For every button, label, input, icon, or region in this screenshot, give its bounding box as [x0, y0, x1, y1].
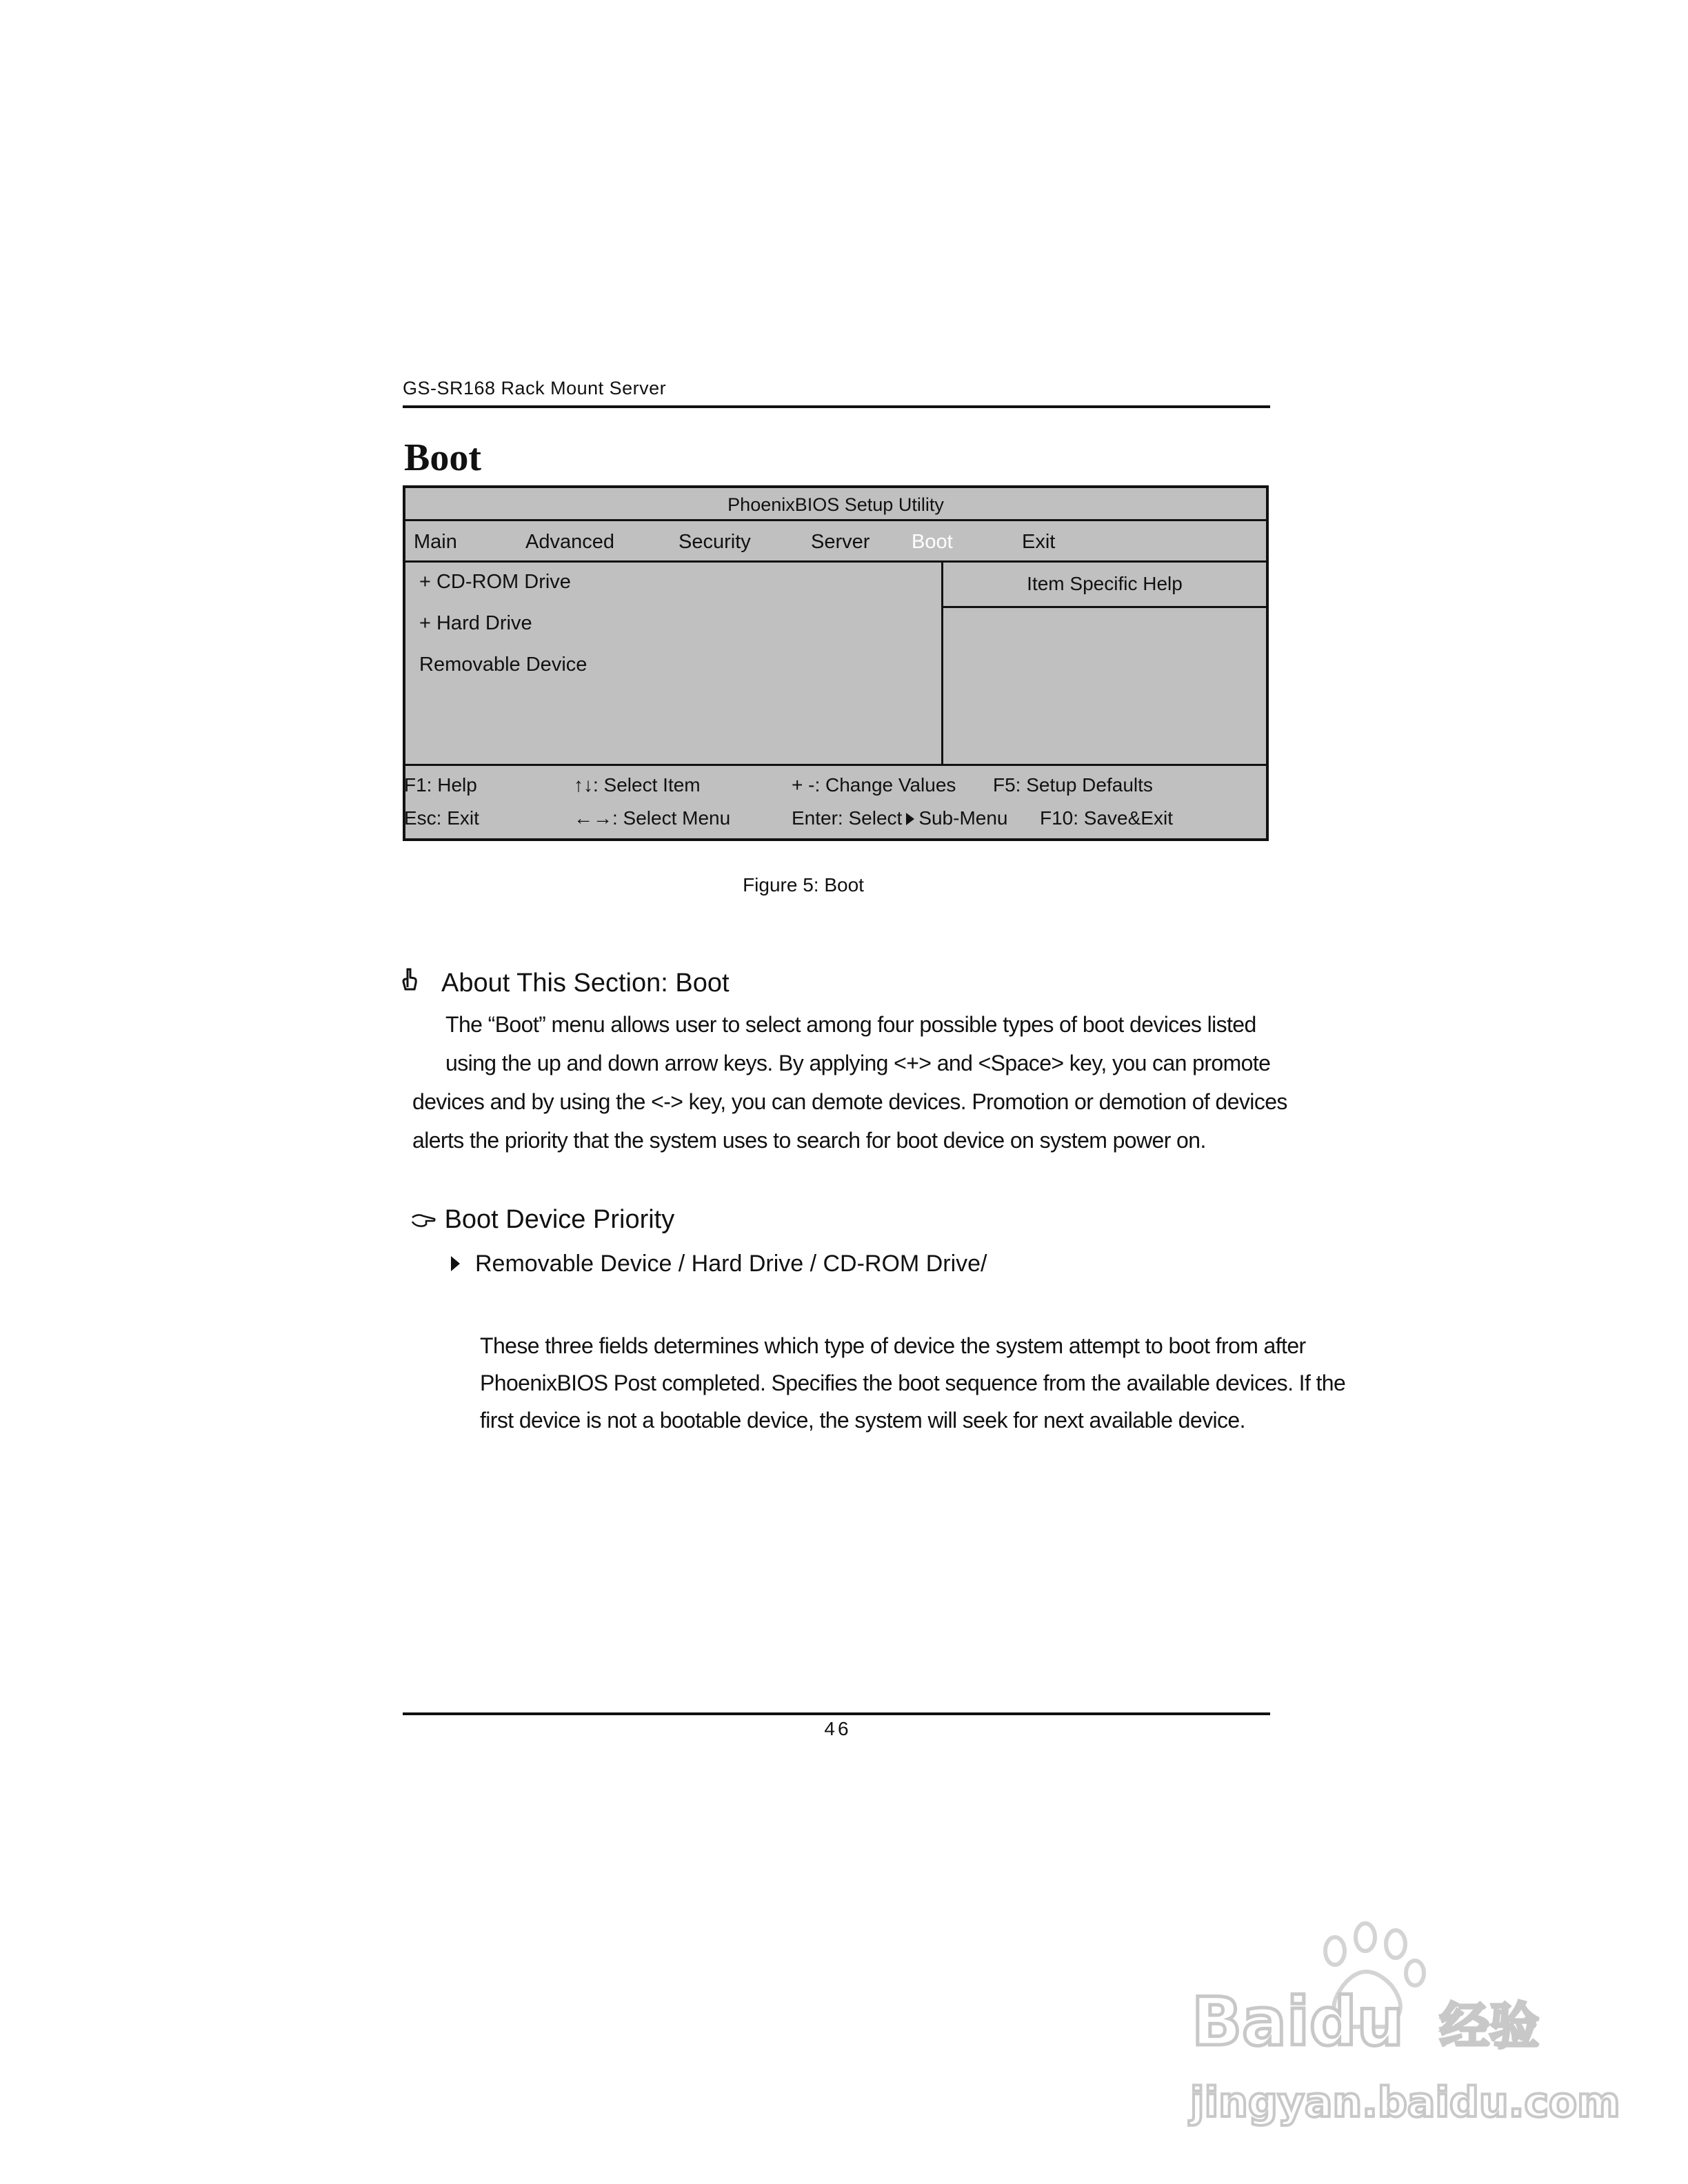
- watermark-url: jingyan.baidu.com: [1190, 2079, 1620, 2127]
- key-f1-help: F1: Help: [404, 774, 477, 796]
- pointing-finger-icon: [411, 1205, 445, 1234]
- help-panel-title: Item Specific Help: [943, 563, 1266, 608]
- triangle-right-icon: [451, 1256, 460, 1271]
- key-enter-select: [792, 807, 1008, 829]
- section-title: Boot: [404, 436, 481, 479]
- about-line-3: devices and by using the <-> key, you can demote devices. Promotion or demotion of devices: [412, 1089, 1287, 1114]
- priority-option-text: Removable Device / Hard Drive / CD-ROM Drive/: [475, 1251, 987, 1277]
- key-change-values: + -: Change Values: [792, 774, 956, 796]
- header-rule: [403, 405, 1270, 408]
- bios-screen: [403, 485, 1269, 841]
- boot-item-hard-drive[interactable]: + Hard Drive: [419, 612, 532, 634]
- key-select-menu: ←→: Select Menu: [574, 807, 731, 829]
- menu-server[interactable]: Server: [811, 531, 870, 553]
- bios-menubar: [405, 521, 1266, 563]
- about-line-4: alerts the priority that the system uses to search for boot device on system power on.: [412, 1128, 1206, 1153]
- priority-line-2: PhoenixBIOS Post completed. Specifies the boot sequence from the available devices. If the: [480, 1371, 1346, 1395]
- priority-heading-text: Boot Device Priority: [444, 1205, 675, 1234]
- bios-title: PhoenixBIOS Setup Utility: [405, 488, 1266, 521]
- about-heading-text: About This Section: Boot: [441, 969, 730, 998]
- pointing-hand-icon: [401, 968, 422, 998]
- page-number: 46: [824, 1718, 852, 1739]
- menu-exit[interactable]: Exit: [1022, 531, 1056, 553]
- about-line-2: using the up and down arrow keys. By applying <+> and <Space> key, you can promote: [445, 1051, 1271, 1075]
- about-line-1: The “Boot” menu allows user to select among four possible types of boot devices listed: [445, 1012, 1256, 1037]
- boot-item-cdrom[interactable]: + CD-ROM Drive: [419, 571, 571, 593]
- key-esc-exit: Esc: Exit: [404, 807, 479, 829]
- menu-advanced[interactable]: Advanced: [525, 531, 614, 553]
- priority-line-3: first device is not a bootable device, the system will seek for next available device.: [480, 1408, 1245, 1433]
- menu-boot[interactable]: Boot: [912, 531, 953, 553]
- key-f10-save-exit: F10: Save&Exit: [1040, 807, 1173, 829]
- watermark-chinese: 经验: [1440, 1997, 1540, 2055]
- bios-key-legend: [405, 764, 1266, 838]
- priority-heading: [411, 1205, 674, 1235]
- key-enter-label: Enter: Select: [792, 807, 903, 829]
- key-f5-defaults: F5: Setup Defaults: [993, 774, 1153, 796]
- priority-option: [451, 1251, 987, 1277]
- baidu-watermark: [1185, 1910, 1620, 2137]
- key-select-item: ↑↓: Select Item: [574, 774, 701, 796]
- boot-item-removable[interactable]: Removable Device: [419, 654, 587, 676]
- figure-caption: Figure 5: Boot: [743, 874, 864, 896]
- priority-line-1: These three fields determines which type of device the system attempt to boot from after: [480, 1333, 1306, 1358]
- watermark-brand: Baidu: [1192, 1983, 1404, 2061]
- running-header: GS-SR168 Rack Mount Server: [403, 378, 667, 398]
- key-submenu-label: Sub-Menu: [918, 807, 1008, 829]
- footer-rule: [403, 1712, 1270, 1715]
- menu-main[interactable]: Main: [414, 531, 457, 553]
- menu-security[interactable]: Security: [679, 531, 751, 553]
- about-heading: [401, 968, 730, 998]
- boot-device-list: [405, 563, 943, 764]
- triangle-right-icon: [906, 813, 914, 825]
